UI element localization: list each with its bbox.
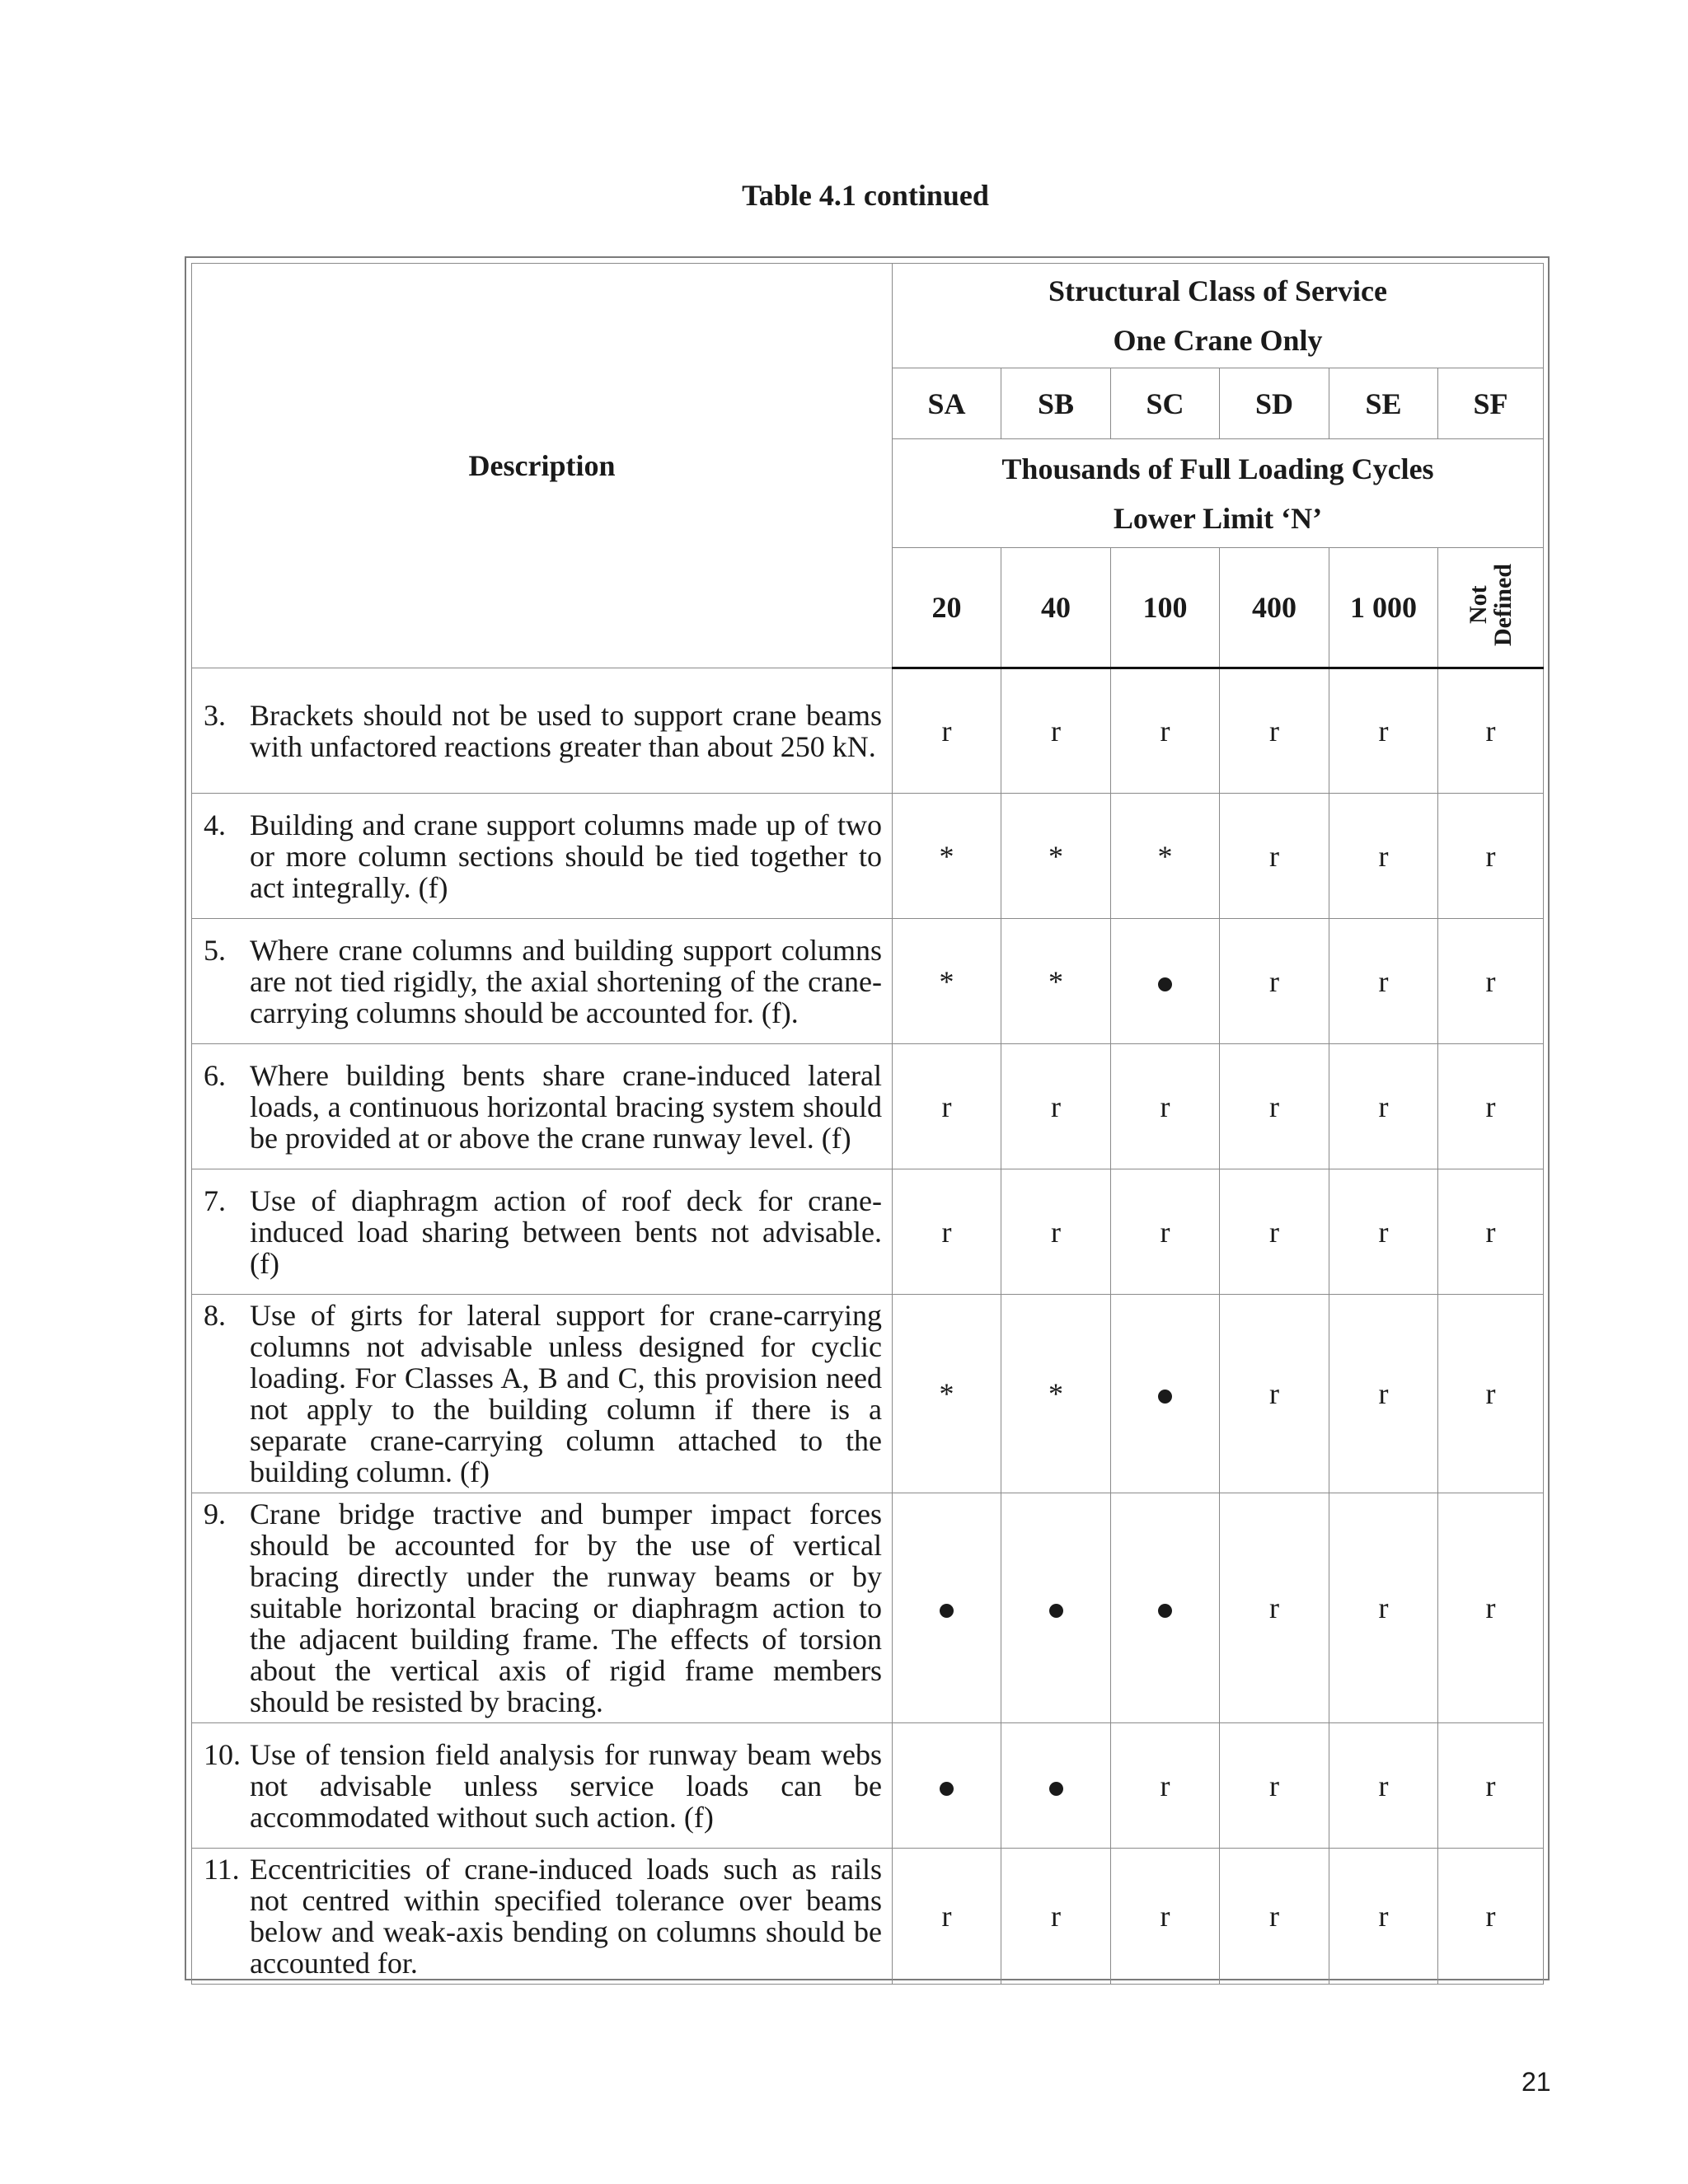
limit-header: 100: [1111, 548, 1220, 668]
class-header: SA: [893, 368, 1001, 439]
bullet-icon: [940, 1604, 954, 1618]
mark-cell: r: [1438, 1723, 1544, 1849]
mark-cell: r: [1329, 919, 1438, 1044]
mark-cell: r: [1220, 1044, 1329, 1169]
class-header: SC: [1111, 368, 1220, 439]
class-header: SE: [1329, 368, 1438, 439]
class-header: SF: [1438, 368, 1544, 439]
bullet-mark-cell: [893, 1723, 1001, 1849]
row-number: 6.: [204, 1058, 226, 1092]
mark-cell: r: [1329, 1723, 1438, 1849]
class-of-service-header: [893, 264, 1544, 368]
bullet-mark-cell: [1001, 1493, 1111, 1723]
mark-cell: *: [1111, 794, 1220, 919]
bullet-icon: [940, 1782, 954, 1796]
mark-cell: r: [1438, 1169, 1544, 1295]
class-header: SB: [1001, 368, 1111, 439]
mark-cell: r: [1438, 919, 1544, 1044]
bullet-mark-cell: [1001, 1723, 1111, 1849]
mark-cell: r: [1329, 1493, 1438, 1723]
bullet-icon: [1158, 1604, 1172, 1618]
row-text: Where building bents share crane-induced lateral loads, a continuous horizontal bracing system should be provided at or above the crane runway level. (f): [250, 1058, 882, 1155]
row-number: 4.: [204, 808, 226, 841]
limit-header: 400: [1220, 548, 1329, 668]
mark-cell: r: [1001, 1044, 1111, 1169]
limit-header: 1 000: [1329, 548, 1438, 668]
mark-cell: r: [1001, 1169, 1111, 1295]
row-text: Use of tension field analysis for runway beam webs not advisable unless service loads can be accommodated without such action. (f): [250, 1737, 882, 1834]
loading-cycles-title: Thousands of Full Loading Cycles: [1001, 452, 1434, 485]
row-number: 9.: [204, 1497, 226, 1530]
mark-cell: r: [1438, 1044, 1544, 1169]
mark-cell: r: [1329, 1849, 1438, 1985]
mark-cell: r: [893, 1169, 1001, 1295]
row-number: 11.: [204, 1853, 240, 1886]
mark-cell: r: [1438, 1493, 1544, 1723]
mark-cell: *: [1001, 794, 1111, 919]
class-header: SD: [1220, 368, 1329, 439]
mark-cell: r: [1001, 668, 1111, 794]
one-crane-only-subtitle: One Crane Only: [1113, 324, 1323, 357]
not-defined-label: Not Defined: [1464, 563, 1517, 646]
bullet-icon: [1049, 1782, 1063, 1796]
table-caption: Table 4.1 continued: [742, 179, 989, 212]
mark-cell: r: [1111, 1849, 1220, 1985]
table-row: [192, 1295, 1544, 1493]
mark-cell: r: [1438, 1849, 1544, 1985]
mark-cell: r: [1220, 1295, 1329, 1493]
row-number: 5.: [204, 933, 226, 967]
mark-cell: r: [1001, 1849, 1111, 1985]
mark-cell: *: [1001, 1295, 1111, 1493]
not-defined-header: [1438, 548, 1544, 668]
class-of-service-title: Structural Class of Service: [1048, 274, 1387, 307]
mark-cell: r: [1438, 794, 1544, 919]
mark-cell: r: [893, 668, 1001, 794]
mark-cell: *: [893, 794, 1001, 919]
table-row: [192, 1044, 1544, 1169]
row-description: [192, 919, 893, 1044]
limit-header: 20: [893, 548, 1001, 668]
mark-cell: *: [1001, 919, 1111, 1044]
mark-cell: r: [1111, 668, 1220, 794]
mark-cell: *: [893, 919, 1001, 1044]
row-text: Brackets should not be used to support crane beams with unfactored reactions greater than about 250 kN.: [250, 698, 882, 763]
row-description: [192, 1493, 893, 1723]
mark-cell: r: [1220, 668, 1329, 794]
mark-cell: r: [1329, 1295, 1438, 1493]
mark-cell: r: [1438, 668, 1544, 794]
row-description: [192, 1295, 893, 1493]
row-description: [192, 1169, 893, 1295]
mark-cell: r: [893, 1044, 1001, 1169]
row-text: Use of diaphragm action of roof deck for crane-induced load sharing between bents not advisable. (f): [250, 1183, 882, 1280]
mark-cell: r: [1220, 1849, 1329, 1985]
bullet-mark-cell: [1111, 1493, 1220, 1723]
row-number: 7.: [204, 1183, 226, 1217]
table-row: [192, 1169, 1544, 1295]
mark-cell: r: [1220, 794, 1329, 919]
table-row: [192, 1493, 1544, 1723]
row-description: [192, 794, 893, 919]
mark-cell: r: [1220, 1493, 1329, 1723]
row-text: Use of girts for lateral support for crane-carrying columns not advisable unless designed for cyclic loading. For Classes A, B and C, this provision need not apply to the building column if there is a separate crane-carrying column attached to the building column. (f): [250, 1299, 882, 1488]
row-description: [192, 668, 893, 794]
row-description: [192, 1044, 893, 1169]
limit-header: 40: [1001, 548, 1111, 668]
mark-cell: r: [1111, 1723, 1220, 1849]
row-description: [192, 1723, 893, 1849]
row-description: [192, 1849, 893, 1985]
mark-cell: r: [1111, 1169, 1220, 1295]
table-row: [192, 1723, 1544, 1849]
mark-cell: r: [893, 1849, 1001, 1985]
table-row: [192, 919, 1544, 1044]
bullet-mark-cell: [1111, 919, 1220, 1044]
table-body: [192, 668, 1544, 1985]
mark-cell: r: [1220, 1169, 1329, 1295]
bullet-icon: [1158, 1390, 1172, 1404]
row-number: 3.: [204, 698, 226, 732]
row-text: Eccentricities of crane-induced loads such as rails not centred within specified tolerance over beams below and weak-axis bending on columns should be accounted for.: [250, 1853, 882, 1980]
mark-cell: r: [1329, 1044, 1438, 1169]
table-row: [192, 668, 1544, 794]
row-number: 8.: [204, 1299, 226, 1332]
lower-limit-subtitle: Lower Limit ‘N’: [1113, 501, 1323, 535]
bullet-mark-cell: [893, 1493, 1001, 1723]
bullet-icon: [1158, 977, 1172, 991]
crane-service-table: [191, 263, 1544, 1985]
mark-cell: r: [1329, 794, 1438, 919]
bullet-icon: [1049, 1604, 1063, 1618]
mark-cell: r: [1329, 668, 1438, 794]
loading-cycles-header: [893, 439, 1544, 548]
mark-cell: r: [1438, 1295, 1544, 1493]
mark-cell: r: [1329, 1169, 1438, 1295]
row-text: Where crane columns and building support columns are not tied rigidly, the axial shortening of the crane-carrying columns should be accounted for. (f).: [250, 933, 882, 1029]
row-number: 10.: [204, 1737, 241, 1771]
page-number: 21: [1522, 2067, 1551, 2097]
row-text: Building and crane support columns made up of two or more column sections should be tied together to act integrally. (f): [250, 808, 882, 904]
bullet-mark-cell: [1111, 1295, 1220, 1493]
row-text: Crane bridge tractive and bumper impact forces should be accounted for by the use of vertical bracing directly under the runway beams or by suitable horizontal bracing or diaphragm action to the adjacent building frame. The effects of torsion about the vertical axis of rigid frame members should be resisted by bracing.: [250, 1497, 882, 1718]
table-row: [192, 794, 1544, 919]
mark-cell: r: [1111, 1044, 1220, 1169]
mark-cell: r: [1220, 919, 1329, 1044]
description-header: Description: [192, 264, 893, 668]
mark-cell: *: [893, 1295, 1001, 1493]
mark-cell: r: [1220, 1723, 1329, 1849]
table-row: [192, 1849, 1544, 1985]
